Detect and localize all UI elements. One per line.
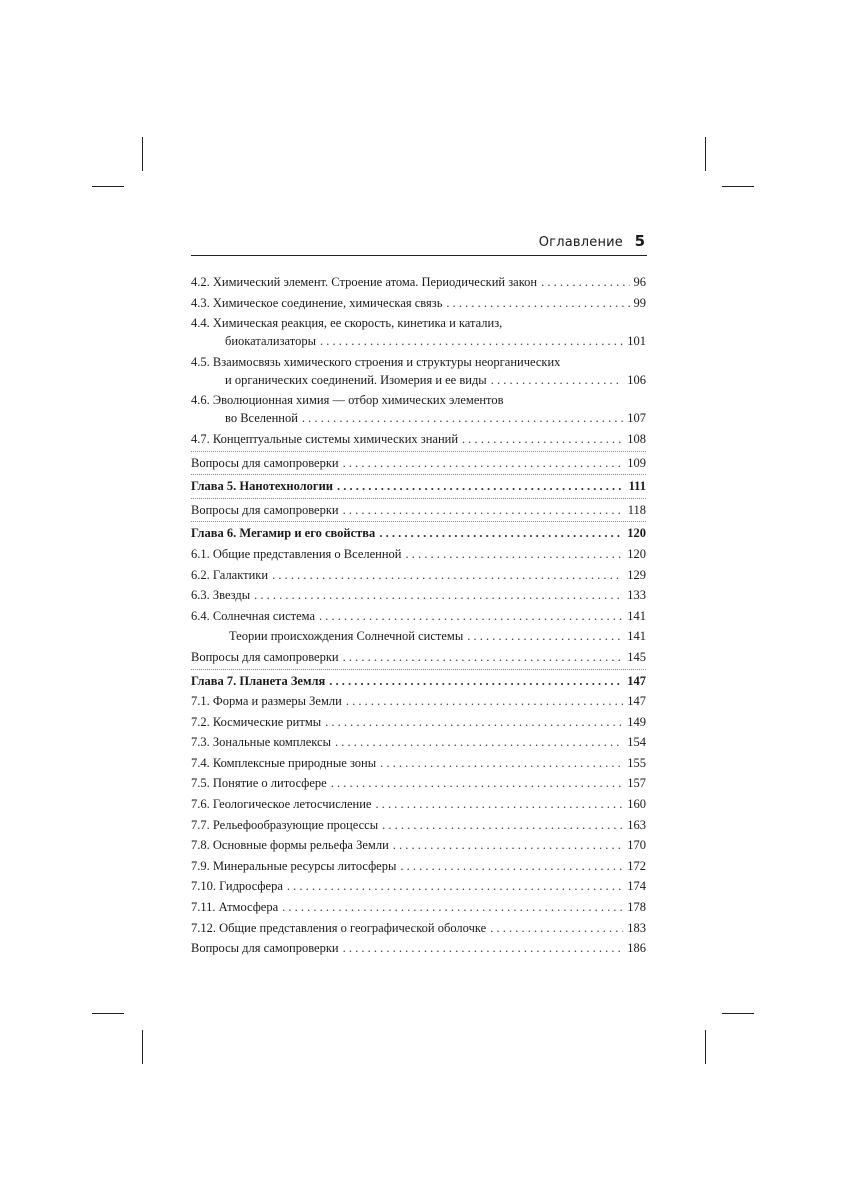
toc-entry-title-first-line: 4.4. Химическая реакция, ее скорость, кинетика и катализ, <box>191 316 503 331</box>
toc-entry[interactable] <box>191 627 646 645</box>
crop-mark-top-left-horizontal <box>92 186 124 187</box>
toc-entry-title: 4.7. Концептуальные системы химических знаний <box>191 431 459 446</box>
toc-entry[interactable] <box>191 692 646 710</box>
toc-entry-page: 172 <box>627 858 646 873</box>
toc-entry-title: 7.1. Форма и размеры Земли <box>191 694 342 709</box>
toc-entry-page: 96 <box>633 275 646 289</box>
toc-entry-title: и органических соединений. Изомерия и ее виды <box>225 372 487 387</box>
toc-entry-title: 4.3. Химическое соединение, химическая связь <box>191 295 443 310</box>
toc-entry[interactable] <box>191 607 646 625</box>
crop-mark-bottom-left-horizontal <box>92 1013 124 1014</box>
toc-entry[interactable] <box>191 919 646 937</box>
toc-entry[interactable] <box>191 795 646 813</box>
toc-leader-dots <box>320 332 623 350</box>
toc-leader-dots <box>406 545 624 563</box>
toc-leader-dots <box>462 430 623 448</box>
toc-entry[interactable] <box>191 545 646 563</box>
toc-leader-dots <box>329 672 623 690</box>
toc-entry[interactable] <box>191 498 646 519</box>
toc-entry-page: 141 <box>627 608 646 623</box>
toc-entry[interactable] <box>191 754 646 772</box>
toc-entry-page: 109 <box>627 455 646 470</box>
toc-entry-title: Вопросы для самопроверки <box>191 941 339 956</box>
toc-entry[interactable] <box>191 451 646 472</box>
toc-entry-page: 129 <box>627 567 646 582</box>
toc-entry[interactable] <box>191 521 646 542</box>
toc-leader-dots <box>337 477 625 495</box>
toc-entry-title: 7.10. Гидросфера <box>191 879 283 894</box>
toc-entry[interactable] <box>191 430 646 448</box>
crop-mark-bottom-right-horizontal <box>722 1013 754 1014</box>
toc-entry-page: 107 <box>627 411 646 426</box>
toc-entry-page: 154 <box>627 735 646 750</box>
toc-entry[interactable] <box>191 713 646 731</box>
toc-entry-page: 145 <box>627 649 646 664</box>
toc-leader-dots <box>302 409 623 427</box>
toc-entry[interactable] <box>191 273 646 291</box>
toc-entry-title: биокатализаторы <box>225 334 316 349</box>
toc-entry-page: 183 <box>627 920 646 935</box>
toc-leader-dots <box>287 877 623 895</box>
toc-entry-page: 155 <box>627 755 646 770</box>
toc-entry-page: 149 <box>627 714 646 729</box>
toc-entry-title-first-line: 4.5. Взаимосвязь химического строения и структуры неорганических <box>191 354 561 369</box>
toc-entry-title: Глава 5. Нанотехнологии <box>191 479 334 494</box>
toc-leader-dots <box>319 607 623 625</box>
toc-entry-page: 147 <box>627 673 646 688</box>
toc-entry-page: 120 <box>627 526 646 541</box>
toc-entry-title: Теории происхождения Солнечной системы <box>229 629 464 644</box>
toc-leader-dots <box>335 733 623 751</box>
toc-entry-title: 6.4. Солнечная система <box>191 608 316 623</box>
toc-entry-title: 7.12. Общие представления о географической оболочке <box>191 920 487 935</box>
toc-entry-page: 120 <box>627 546 646 561</box>
toc-leader-dots <box>490 919 623 937</box>
toc-leader-dots <box>343 501 624 519</box>
toc-entry-page: 118 <box>627 502 646 517</box>
toc-entry[interactable] <box>191 816 646 834</box>
toc-entry-page: 133 <box>627 588 646 603</box>
toc-entry-title: 7.3. Зональные комплексы <box>191 735 331 750</box>
running-header <box>191 233 647 256</box>
toc-leader-dots <box>343 454 624 472</box>
toc-entry-title: Вопросы для самопроверки <box>191 649 339 664</box>
toc-leader-dots <box>541 273 629 291</box>
toc-leader-dots <box>400 857 623 875</box>
toc-entry[interactable] <box>191 648 646 666</box>
toc-entry[interactable] <box>191 294 646 312</box>
header-page-number: 5 <box>634 232 645 250</box>
toc-leader-dots <box>382 816 623 834</box>
toc-entry-title: 6.2. Галактики <box>191 567 269 582</box>
toc-entry[interactable] <box>191 314 646 350</box>
toc-entry-title: 7.9. Минеральные ресурсы литосферы <box>191 858 397 873</box>
toc-entry-page: 160 <box>627 797 646 812</box>
toc-leader-dots <box>375 795 623 813</box>
crop-mark-top-right-vertical <box>705 137 706 171</box>
toc-entry-page: 147 <box>627 694 646 709</box>
toc-entry-title: 7.11. Атмосфера <box>191 900 279 915</box>
toc-leader-dots <box>325 713 623 731</box>
toc-entry-title: 7.4. Комплексные природные зоны <box>191 755 377 770</box>
toc-entry-page: 108 <box>627 431 646 446</box>
toc-entry[interactable] <box>191 877 646 895</box>
toc-entry-title: 4.2. Химический элемент. Строение атома. Периодический закон <box>191 275 538 289</box>
toc-entry-title: 7.5. Понятие о литосфере <box>191 776 327 791</box>
toc-entry[interactable] <box>191 939 646 957</box>
toc-entry-page: 141 <box>627 629 646 644</box>
toc-leader-dots <box>393 836 623 854</box>
toc-entry-page: 163 <box>627 817 646 832</box>
crop-mark-bottom-left-vertical <box>142 1030 143 1064</box>
toc-entry-title: во Вселенной <box>225 411 298 426</box>
crop-mark-top-right-horizontal <box>722 186 754 187</box>
toc-entry[interactable] <box>191 774 646 792</box>
toc-entry-title-first-line: 4.6. Эволюционная химия — отбор химических элементов <box>191 393 504 408</box>
toc-entry-page: 186 <box>627 941 646 956</box>
toc-leader-dots <box>380 754 623 772</box>
toc-entry-page: 170 <box>627 838 646 853</box>
toc-leader-dots <box>379 524 623 542</box>
toc-entry[interactable] <box>191 669 646 690</box>
toc-entry[interactable] <box>191 353 646 389</box>
toc-entry[interactable] <box>191 836 646 854</box>
toc-entry[interactable] <box>191 586 646 604</box>
toc-entry[interactable] <box>191 857 646 875</box>
toc-entry-title: 7.2. Космические ритмы <box>191 714 322 729</box>
toc-entry-title: 6.3. Звезды <box>191 588 251 603</box>
toc-leader-dots <box>343 939 624 957</box>
toc-entry[interactable] <box>191 566 646 584</box>
toc-entry-page: 106 <box>627 372 646 387</box>
toc-entry-title: Глава 7. Планета Земля <box>191 673 326 688</box>
crop-mark-top-left-vertical <box>142 137 143 171</box>
toc-leader-dots <box>272 566 623 584</box>
toc-entry-title: 6.1. Общие представления о Вселенной <box>191 546 402 561</box>
toc-entry-page: 157 <box>627 776 646 791</box>
toc-leader-dots <box>491 371 624 389</box>
toc-entry-title: Вопросы для самопроверки <box>191 455 339 470</box>
toc-entry[interactable] <box>191 474 646 495</box>
toc-entry[interactable] <box>191 898 646 916</box>
crop-mark-bottom-right-vertical <box>705 1030 706 1064</box>
toc-entry-title: 7.6. Геологическое летосчисление <box>191 797 372 812</box>
toc-entry-page: 111 <box>628 479 646 494</box>
toc-leader-dots <box>254 586 623 604</box>
toc-entry[interactable] <box>191 391 646 427</box>
toc-entry-page: 174 <box>627 879 646 894</box>
toc-leader-dots <box>346 692 623 710</box>
toc-entry-title: Глава 6. Мегамир и его свойства <box>191 526 376 541</box>
toc-entry-title: 7.8. Основные формы рельефа Земли <box>191 838 389 853</box>
toc-entry-title: Вопросы для самопроверки <box>191 502 339 517</box>
table-of-contents <box>191 273 646 960</box>
toc-leader-dots <box>282 898 623 916</box>
toc-entry-title: 7.7. Рельефообразующие процессы <box>191 817 379 832</box>
toc-leader-dots <box>343 648 624 666</box>
toc-entry-page: 101 <box>627 334 646 349</box>
toc-entry[interactable] <box>191 733 646 751</box>
toc-entry-page: 99 <box>633 295 646 310</box>
toc-entry-page: 178 <box>627 900 646 915</box>
toc-leader-dots <box>331 774 624 792</box>
header-title: Оглавление <box>538 235 623 250</box>
toc-leader-dots <box>446 294 629 312</box>
toc-leader-dots <box>467 627 623 645</box>
